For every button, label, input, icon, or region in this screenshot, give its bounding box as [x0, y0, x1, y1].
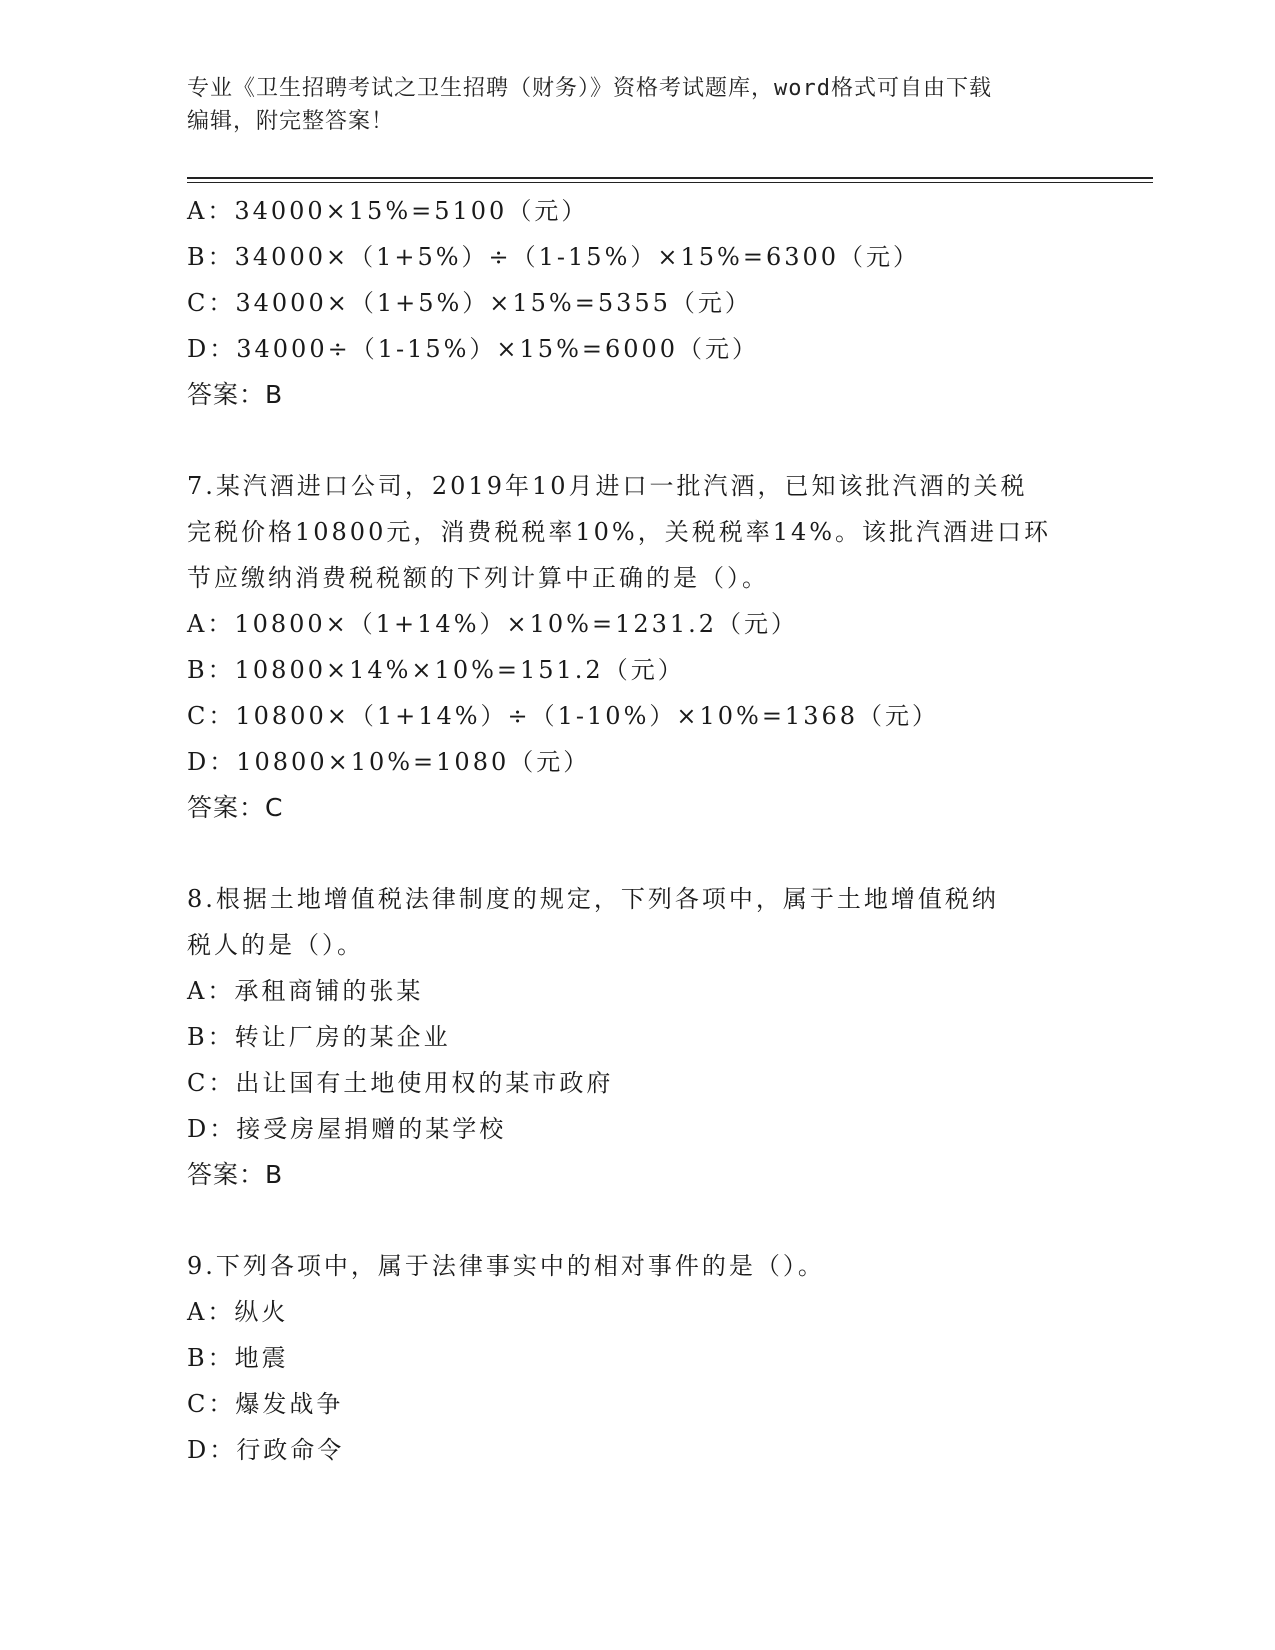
question-content [187, 188, 1087, 1473]
question-stem-line: 税人的是（）。 [187, 931, 364, 959]
header-rule-thick [187, 177, 1153, 179]
option-c: C：34000×（1+5%）×15%=5355（元） [187, 289, 752, 317]
question-stem-line: 9.下列各项中，属于法律事实中的相对事件的是（）。 [187, 1252, 825, 1280]
option-b: B：34000×（1+5%）÷（1-15%）×15%=6300（元） [187, 243, 921, 271]
option-a: A：承租商铺的张某 [187, 977, 424, 1005]
option-d: D：接受房屋捐赠的某学校 [187, 1115, 507, 1143]
answer-line: 答案：B [187, 380, 284, 409]
option-a: A：10800×（1+14%）×10%=1231.2（元） [187, 610, 799, 638]
question-8 [187, 876, 1087, 1198]
answer-line: 答案：C [187, 793, 284, 822]
option-c: C：爆发战争 [187, 1390, 344, 1418]
option-b: B：转让厂房的某企业 [187, 1023, 451, 1051]
header-rule-thin [187, 182, 1153, 183]
question-stem-line: 7.某汽酒进口公司，2019年10月进口一批汽酒，已知该批汽酒的关税 [187, 472, 1028, 500]
option-b: B：地震 [187, 1344, 289, 1372]
document-header [187, 72, 1067, 138]
question-stem-line: 节应缴纳消费税税额的下列计算中正确的是（）。 [187, 564, 769, 592]
question-stem-line: 完税价格10800元，消费税税率10%，关税税率14%。该批汽酒进口环 [187, 518, 1052, 546]
answer-line: 答案：B [187, 1160, 284, 1189]
header-line-1: 专业《卫生招聘考试之卫生招聘（财务）》资格考试题库，word格式可自由下载 [187, 76, 992, 101]
spacer [187, 1198, 1087, 1243]
question-9 [187, 1243, 1087, 1473]
option-a: A：34000×15%=5100（元） [187, 197, 589, 225]
question-6 [187, 188, 1087, 418]
spacer [187, 418, 1087, 463]
spacer [187, 831, 1087, 876]
option-d: D：10800×10%=1080（元） [187, 748, 591, 776]
option-c: C：出让国有土地使用权的某市政府 [187, 1069, 614, 1097]
option-c: C：10800×（1+14%）÷（1-10%）×10%=1368（元） [187, 702, 940, 730]
header-line-2: 编辑，附完整答案！ [187, 109, 395, 134]
question-stem-line: 8.根据土地增值税法律制度的规定，下列各项中，属于土地增值税纳 [187, 885, 999, 913]
option-a: A：纵火 [187, 1298, 289, 1326]
option-d: D：行政命令 [187, 1436, 345, 1464]
option-d: D：34000÷（1-15%）×15%=6000（元） [187, 335, 760, 363]
question-7 [187, 463, 1087, 831]
option-b: B：10800×14%×10%=151.2（元） [187, 656, 685, 684]
